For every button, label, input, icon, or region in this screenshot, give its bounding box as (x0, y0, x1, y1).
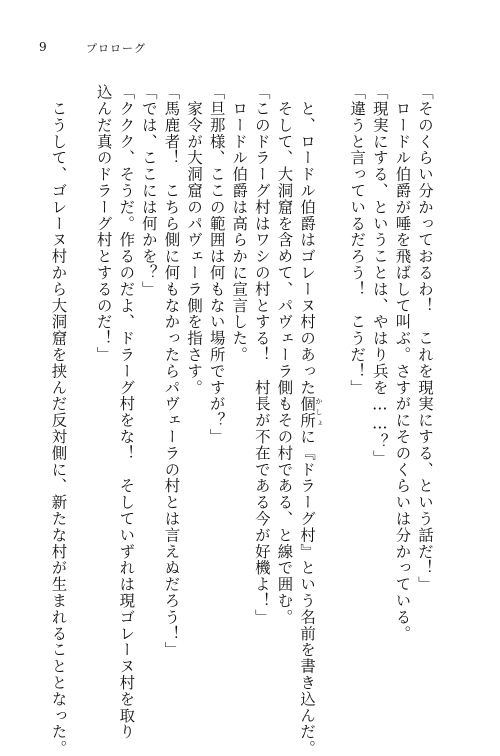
text-line: こうして、ゴレーヌ村から大洞窟を挟んだ反対側に、新たな村が生まれることとなった。 (49, 84, 68, 756)
ruby-annotation: 個所 かしょ (298, 395, 324, 429)
text-line: 「そのくらい分かっておるわ！ これを現実にする、という話だ！」 (416, 84, 434, 593)
text-line: 「馬鹿者！ こちら側に何もなかったらパヴェーラの村とは言えぬだろう！」 (162, 84, 181, 658)
text-line: と、ロードル伯爵はゴレーヌ村のあった個所 かしょに『ドラーグ村』という名前を書き込んだ。 (298, 84, 324, 756)
text-line: 「このドラーグ村はワシの村とする！ 村長が不在である今が好機よ！」 (252, 84, 271, 626)
text-line: 「違うと言っているだろう！ こうだ！」 (348, 84, 367, 396)
chapter-title: プロローグ (86, 42, 146, 55)
text-line: ロードル伯爵は高らかに宣言した。 (230, 84, 249, 363)
blank-line (323, 84, 346, 99)
text-line: ロードル伯爵が唾を飛ばして叫ぶ。さすがにそのくらいは分かっている。 (393, 84, 412, 642)
blank-line (70, 84, 93, 99)
text-line: 「ククク、そうだ。作るのだよ、ドラーグ村をな！ そしていずれは現ゴレーヌ村を取り (117, 84, 136, 740)
text-line: 家令が大洞窟のパヴェーラ側を指さす。 (185, 84, 204, 396)
text-line: 「では、ここには何かを？」 (139, 84, 158, 298)
text-line: 「現実にする、ということは、やはり兵を……？」 (370, 84, 389, 467)
ruby-reading: かしょ (315, 395, 324, 429)
text-line: 「旦那様、ここの範囲は何もない場所ですが？」 (207, 84, 226, 445)
text-line: 込んだ真のドラーグ村とするのだ！」 (94, 84, 113, 363)
page-number: 9 (39, 40, 47, 54)
text-line: そして、大洞窟を含めて、パヴェーラ側もその村である、と線で囲む。 (275, 84, 294, 626)
vertical-text-body (47, 84, 436, 756)
